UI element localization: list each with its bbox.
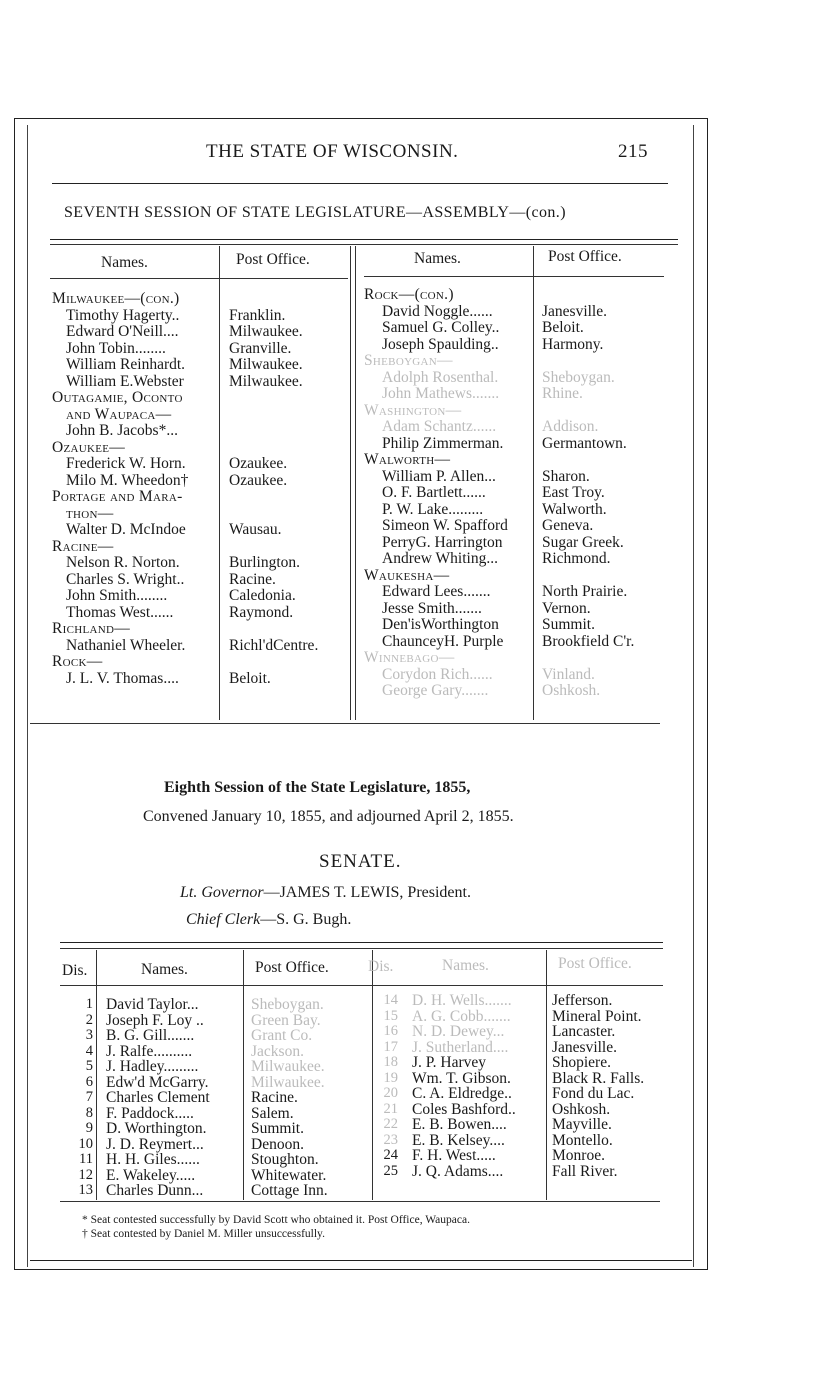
county-heading: and Waupaca— (66, 405, 172, 423)
member-name: William P. Allen... (382, 467, 496, 485)
senator-name: David Taylor... (106, 996, 199, 1013)
col-divider-1 (219, 246, 220, 720)
member-name: Edward Lees....... (382, 583, 491, 600)
member-post-office: Racine. (229, 570, 276, 588)
member-post-office: East Troy. (542, 484, 605, 501)
county-heading: Rock—(con.) (364, 286, 454, 303)
senator-name: A. G. Cobb....... (412, 1007, 511, 1025)
county-heading: Racine— (52, 537, 114, 555)
senator-post-office: Janesville. (552, 1038, 617, 1056)
senator-post-office: Whitewater. (251, 1166, 327, 1184)
senate-divider-2 (243, 950, 244, 1200)
member-name: John Mathews....... (382, 385, 500, 402)
senate-divider-1 (96, 950, 97, 1200)
member-name: Milo M. Wheedon† (66, 471, 189, 489)
senator-post-office: Stoughton. (251, 1151, 319, 1168)
district-number: 7 (85, 1089, 93, 1105)
running-head: THE STATE OF WISCONSIN. (206, 141, 459, 162)
rule-assembly-top-2 (50, 244, 678, 245)
member-post-office: Summit. (542, 616, 595, 633)
member-name: Frederick W. Horn. (66, 455, 186, 472)
member-post-office: Janesville. (542, 302, 607, 320)
senator-name: N. D. Dewey... (412, 1023, 505, 1040)
senator-name: Wm. T. Gibson. (412, 1069, 511, 1087)
senator-post-office: Milwaukee. (251, 1073, 325, 1091)
senator-post-office: Green Bay. (251, 1011, 321, 1029)
eighth-session-heading: Eighth Session of the State Legislature, 1855, (164, 779, 471, 796)
district-number: 22 (383, 1116, 398, 1132)
member-post-office: Vernon. (542, 599, 591, 617)
member-name: John B. Jacobs*... (66, 422, 178, 439)
senator-name: Coles Bashford.. (412, 1100, 516, 1118)
district-number: 13 (78, 1182, 93, 1198)
member-post-office: Geneva. (542, 517, 594, 534)
col-divider-2a (350, 246, 351, 720)
district-number: 17 (383, 1038, 398, 1055)
member-post-office: Addison. (542, 418, 599, 435)
senator-name: J. Q. Adams.... (412, 1162, 504, 1180)
senator-post-office: Oshkosh. (552, 1100, 611, 1118)
senator-post-office: Grant Co. (251, 1027, 313, 1044)
district-number: 4 (85, 1042, 93, 1059)
senator-name: Joseph F. Loy .. (106, 1011, 204, 1029)
chief-clerk-value: —S. G. Bugh. (260, 911, 352, 928)
district-number: 18 (383, 1054, 398, 1070)
county-heading: Outagamie, Oconto (52, 389, 183, 406)
lt-governor-line (180, 884, 471, 902)
lt-governor-value: —JAMES T. LEWIS, President. (263, 884, 471, 901)
district-number: 8 (85, 1104, 93, 1121)
county-heading: Washington— (364, 401, 462, 419)
member-post-office: Ozaukee. (229, 455, 288, 472)
member-name: J. L. V. Thomas.... (66, 669, 179, 687)
senate-title: SENATE. (319, 851, 402, 872)
member-name: David Noggle...... (382, 302, 493, 320)
senator-name: E. B. Bowen.... (412, 1116, 507, 1133)
senator-name: J. Ralfe.......... (106, 1042, 193, 1060)
member-name: Thomas West...... (66, 603, 174, 621)
member-name: Charles S. Wright.. (66, 570, 185, 588)
member-post-office: Burlington. (229, 554, 301, 571)
member-name: Joseph Spaulding.. (382, 335, 499, 353)
member-name: Adam Schantz...... (382, 418, 497, 435)
senator-name: E. Wakeley..... (106, 1166, 196, 1184)
senator-post-office: Jefferson. (552, 992, 613, 1009)
senator-post-office: Summit. (251, 1120, 304, 1137)
district-number: 15 (383, 1007, 398, 1024)
rule-page-bottom (30, 1260, 692, 1261)
district-number: 16 (383, 1023, 398, 1039)
senator-name: J. Hadley......... (106, 1058, 199, 1075)
chief-clerk-label: Chief Clerk (186, 911, 261, 928)
member-post-office: Brookfield C'r. (542, 632, 635, 650)
rule-senate-header (60, 985, 663, 986)
senator-name: J. D. Reymert... (106, 1135, 204, 1153)
assembly-title: SEVENTH SESSION OF STATE LEGISLATURE—ASSEMBLY—(con.) (64, 204, 566, 221)
senator-post-office: Mineral Point. (552, 1007, 642, 1025)
member-post-office: Beloit. (542, 319, 584, 336)
senator-post-office: Milwaukee. (251, 1058, 325, 1075)
district-number: 25 (383, 1162, 398, 1179)
senator-name: D. Worthington. (106, 1120, 207, 1137)
footnote-star: * Seat contested successfully by David Scott who obtained it. Post Office, Waupaca. (82, 1214, 470, 1226)
district-number: 3 (85, 1027, 93, 1043)
senate-col-post-right: Post Office. (558, 955, 632, 972)
district-number: 5 (85, 1058, 93, 1074)
member-name: Corydon Rich...... (382, 665, 493, 683)
senator-post-office: Shopiere. (552, 1054, 611, 1071)
senate-col-post-left: Post Office. (255, 959, 329, 976)
member-name: Adolph Rosenthal. (382, 368, 499, 386)
county-heading: Sheboygan— (364, 352, 453, 369)
member-post-office: Sugar Greek. (542, 533, 624, 551)
rule-senate-bottom (60, 1201, 660, 1202)
senator-name: D. H. Wells....... (412, 992, 512, 1009)
lt-governor-label: Lt. Governor (180, 884, 264, 901)
senate-divider-4 (546, 950, 547, 1200)
member-post-office: Raymond. (229, 603, 294, 621)
member-post-office: Milwaukee. (229, 356, 303, 373)
senator-post-office: Lancaster. (552, 1023, 616, 1040)
member-post-office: Harmony. (542, 335, 604, 353)
senator-name: J. Sutherland.... (412, 1038, 509, 1056)
col-divider-2b (355, 246, 356, 720)
member-name: Den'isWorthington (382, 616, 499, 633)
member-post-office: Sharon. (542, 467, 590, 485)
member-name: John Smith........ (66, 587, 168, 604)
senator-post-office: Monroe. (552, 1147, 605, 1164)
county-heading: Waukesha— (364, 566, 450, 584)
member-post-office: Sheboygan. (542, 368, 615, 386)
member-name: Simeon W. Spafford (382, 517, 508, 534)
member-post-office: Rhine. (542, 385, 583, 402)
chief-clerk-line (186, 911, 351, 929)
member-name: Walter D. McIndoe (66, 521, 186, 538)
district-number: 21 (383, 1100, 398, 1117)
senator-post-office: Denoon. (251, 1135, 304, 1153)
rule-senate-top (60, 942, 663, 943)
senator-name: Charles Dunn... (106, 1182, 204, 1199)
member-name: William Reinhardt. (66, 356, 186, 373)
senator-name: H. H. Giles...... (106, 1151, 200, 1168)
rule-assembly-header-right (364, 276, 664, 277)
member-name: Timothy Hagerty.. (66, 306, 180, 324)
member-name: William E.Webster (66, 372, 184, 390)
page-number: 215 (618, 141, 648, 162)
senator-post-office: Salem. (251, 1104, 294, 1122)
district-number: 19 (383, 1069, 398, 1086)
senator-name: B. G. Gill....... (106, 1027, 195, 1044)
senator-name: C. A. Eldredge.. (412, 1085, 512, 1102)
senator-post-office: Fall River. (552, 1162, 618, 1180)
col-divider-3 (533, 246, 534, 720)
member-post-office: Franklin. (229, 306, 286, 324)
senate-col-dis-left: Dis. (62, 962, 88, 979)
member-post-office: Granville. (229, 339, 292, 357)
senator-name: Charles Clement (106, 1089, 210, 1106)
district-number: 9 (85, 1120, 93, 1136)
member-post-office: Caledonia. (229, 587, 296, 604)
member-name: O. F. Bartlett...... (382, 484, 486, 501)
senator-name: E. B. Kelsey.... (412, 1131, 505, 1149)
member-name: Philip Zimmerman. (382, 434, 504, 452)
member-post-office: Vinland. (542, 665, 595, 683)
county-heading: thon— (66, 504, 114, 522)
member-name: Edward O'Neill.... (66, 323, 179, 340)
member-name: Nelson R. Norton. (66, 554, 180, 571)
member-name: Nathaniel Wheeler. (66, 636, 186, 654)
district-number: 2 (85, 1011, 93, 1028)
member-name: Samuel G. Colley.. (382, 319, 500, 336)
member-name: P. W. Lake......... (382, 500, 484, 518)
county-heading: Winnebago— (364, 649, 455, 666)
member-name: John Tobin........ (66, 339, 166, 357)
county-heading: Portage and Mara- (52, 488, 183, 505)
county-heading: Milwaukee—(con.) (52, 290, 180, 307)
senate-col-names-left: Names. (141, 961, 188, 978)
district-number: 14 (383, 992, 398, 1008)
senator-post-office: Sheboygan. (251, 996, 324, 1013)
rule-head (52, 183, 668, 184)
member-name: PerryG. Harrington (382, 533, 503, 551)
rule-assembly-top (50, 239, 678, 240)
member-post-office: Germantown. (542, 434, 627, 452)
senator-post-office: Mayville. (552, 1116, 612, 1133)
senator-post-office: Montello. (552, 1131, 613, 1149)
district-number: 20 (383, 1085, 398, 1101)
footnote-dagger: † Seat contested by Daniel M. Miller unsuccessfully. (82, 1228, 325, 1240)
senator-name: J. P. Harvey (412, 1054, 487, 1071)
member-name: George Gary....... (382, 682, 489, 699)
member-post-office: Ozaukee. (229, 471, 288, 489)
district-number: 1 (85, 996, 93, 1012)
member-post-office: Milwaukee. (229, 323, 303, 340)
county-heading: Ozaukee— (52, 438, 126, 456)
senator-post-office: Jackson. (251, 1042, 304, 1060)
district-number: 10 (78, 1135, 93, 1152)
member-name: ChaunceyH. Purple (382, 632, 504, 650)
assembly-col-post-left: Post Office. (236, 251, 310, 268)
senator-name: F. Paddock..... (106, 1104, 194, 1122)
rule-assembly-header-left (50, 278, 348, 279)
district-number: 23 (383, 1131, 398, 1148)
senator-post-office: Racine. (251, 1089, 298, 1106)
member-post-office: Wausau. (229, 521, 282, 538)
assembly-col-post-right: Post Office. (548, 248, 622, 265)
member-post-office: Richl'dCentre. (229, 636, 319, 654)
district-number: 24 (383, 1147, 398, 1163)
member-post-office: Milwaukee. (229, 372, 303, 390)
senate-col-dis-right: Dis. (368, 958, 394, 975)
rule-assembly-bottom (30, 723, 660, 724)
district-number: 6 (85, 1073, 93, 1090)
senator-post-office: Cottage Inn. (251, 1182, 328, 1199)
convened-line: Convened January 10, 1855, and adjourned April 2, 1855. (143, 808, 514, 825)
senator-name: Edw'd McGarry. (106, 1073, 209, 1091)
senator-name: F. H. West..... (412, 1147, 496, 1164)
senator-post-office: Fond du Lac. (552, 1085, 635, 1102)
county-heading: Richland— (52, 620, 131, 637)
county-heading: Rock— (52, 653, 103, 670)
senate-col-names-right: Names. (442, 957, 489, 974)
senator-post-office: Black R. Falls. (552, 1069, 645, 1087)
member-post-office: Walworth. (542, 500, 607, 518)
member-name: Jesse Smith....... (382, 599, 482, 617)
senate-divider-3 (372, 950, 373, 1200)
district-number: 12 (78, 1166, 93, 1183)
county-heading: Walworth— (364, 451, 451, 468)
member-post-office: Beloit. (229, 669, 271, 687)
member-post-office: Richmond. (542, 550, 611, 567)
assembly-col-names-right: Names. (414, 250, 461, 267)
member-post-office: Oshkosh. (542, 682, 601, 699)
rule-senate-top-2 (60, 948, 663, 949)
member-name: Andrew Whiting... (382, 550, 498, 567)
assembly-col-names-left: Names. (101, 254, 148, 271)
district-number: 11 (79, 1151, 93, 1167)
member-post-office: North Prairie. (542, 583, 628, 600)
